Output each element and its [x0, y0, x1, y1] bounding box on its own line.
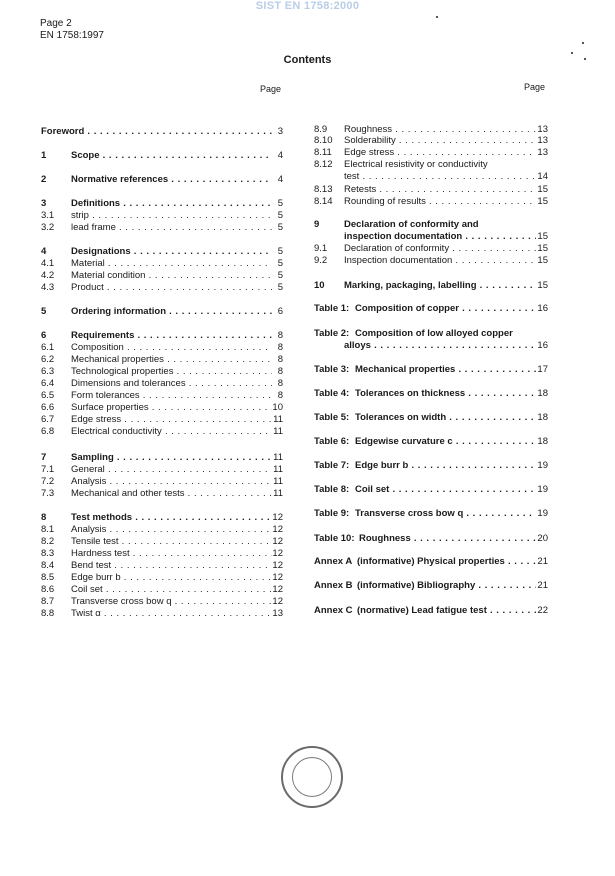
toc-entry-number: 7.3 [41, 488, 55, 499]
toc-entry-title: Tensile test . . . [71, 536, 272, 548]
toc-entry-page: 12 [272, 560, 283, 571]
toc-entry [41, 330, 283, 342]
toc-entry-number: 4.2 [41, 270, 55, 281]
toc-entry-title: Ordering information . . . [71, 306, 272, 318]
toc-entry-number: 4 [41, 246, 47, 257]
toc-entry-title: Transverse cross bow q . . . [71, 596, 272, 608]
toc-entry-number: 9.2 [314, 255, 328, 266]
toc-entry-title: Technological properties . . . [71, 366, 272, 378]
toc-entry [41, 560, 283, 572]
toc-entry-page: 10 [272, 402, 283, 413]
toc-entry-page: 5 [277, 198, 283, 209]
toc-entry-title: Hardness test . . . [71, 548, 272, 560]
toc-entry-page: 8 [277, 330, 283, 341]
toc-entry [41, 572, 283, 584]
toc-entry [314, 171, 548, 183]
toc-entry [314, 159, 548, 171]
toc-entry-title: Edge stress . . . [71, 414, 272, 426]
toc-entry-page: 3 [277, 126, 283, 137]
toc-entry-page: 12 [272, 512, 283, 523]
toc-entry-title: (informative) Bibliography . . . [357, 580, 536, 592]
toc-entry-page: 17 [537, 364, 548, 375]
toc-entry-number: 3.2 [41, 222, 55, 233]
toc-entry [41, 246, 283, 258]
toc-entry-title: Edge burr b . . . [355, 460, 536, 472]
toc-entry [41, 426, 283, 438]
toc-entry-number: 6.7 [41, 414, 55, 425]
toc-entry-title: Composition . . . [71, 342, 272, 354]
toc-entry [314, 388, 548, 400]
toc-entry-page: 6 [277, 306, 283, 317]
toc-entry-title: Sampling . . . [71, 452, 272, 464]
toc-entry [41, 174, 283, 186]
toc-entry-number: 8.11 [314, 147, 332, 158]
toc-entry [314, 508, 548, 520]
toc-entry [314, 219, 548, 231]
toc-entry-number: 8.1 [41, 524, 55, 535]
standard-number: EN 1758:1997 [40, 30, 104, 41]
toc-entry [314, 196, 548, 208]
toc-entry-number: 5 [41, 306, 47, 317]
toc-entry [41, 258, 283, 270]
toc-entry [41, 596, 283, 608]
toc-entry [314, 340, 548, 352]
toc-entry-title: Foreword . . . [41, 126, 272, 138]
page-title: Contents [283, 54, 332, 66]
toc-entry-title: Composition of copper . . . [355, 303, 536, 315]
toc-entry-page: 5 [277, 222, 283, 233]
toc-entry-page: 11 [273, 452, 283, 463]
toc-entry-number: 7.2 [41, 476, 55, 487]
toc-entry [314, 184, 548, 196]
toc-entry [314, 484, 548, 496]
toc-entry-title: Surface properties . . . [71, 402, 272, 414]
toc-entry-number: 8.12 [314, 159, 333, 170]
toc-entry [314, 231, 548, 243]
toc-entry-title: (normative) Lead fatigue test . . . [357, 605, 536, 617]
toc-entry-number: 4.3 [41, 282, 55, 293]
toc-entry-page: 12 [272, 548, 283, 559]
toc-entry-page: 8 [277, 390, 283, 401]
toc-entry-title: Solderability . . . [344, 135, 536, 147]
toc-entry-page: 11 [273, 414, 283, 425]
toc-entry [41, 524, 283, 536]
toc-entry [41, 464, 283, 476]
toc-entry-page: 4 [277, 150, 283, 161]
toc-entry [41, 402, 283, 414]
toc-entry [314, 580, 548, 592]
toc-entry-page: 12 [272, 536, 283, 547]
toc-entry-page: 8 [277, 378, 283, 389]
toc-entry-title: Coil set . . . [355, 484, 536, 496]
toc-entry-title: Declaration of conformity and [344, 219, 479, 230]
toc-entry [314, 243, 548, 255]
toc-entry-page: 12 [272, 572, 283, 583]
toc-entry [41, 342, 283, 354]
toc-entry-page: 19 [537, 460, 548, 471]
toc-entry-number: 7.1 [41, 464, 55, 475]
toc-entry-page: 12 [272, 584, 283, 595]
scan-speck [584, 58, 586, 60]
watermark: SIST EN 1758:2000 [255, 0, 360, 12]
toc-entry-title: Definitions . . . [71, 198, 272, 210]
toc-entry-title: Mechanical properties . . . [355, 364, 536, 376]
toc-entry [41, 414, 283, 426]
toc-entry-page: 15 [537, 231, 548, 242]
toc-entry [314, 135, 548, 147]
toc-entry-page: 11 [273, 476, 283, 487]
toc-entry-title: Declaration of conformity . . . [344, 243, 536, 255]
toc-entry-page: 13 [537, 135, 548, 146]
toc-entry-number: 6.3 [41, 366, 55, 377]
toc-entry-number: 8 [41, 512, 47, 523]
toc-entry [314, 303, 548, 315]
toc-entry-number: 8.6 [41, 584, 55, 595]
toc-entry-number: Table 10: [314, 533, 355, 544]
toc-entry-number: Table 8: [314, 484, 350, 495]
toc-entry-title: Analysis . . . [71, 524, 272, 536]
toc-entry-title: Roughness . . . [344, 124, 536, 136]
toc-entry [41, 476, 283, 488]
toc-entry [314, 556, 548, 568]
toc-entry-title: Edgewise curvature c . . . [355, 436, 536, 448]
toc-entry-number: Table 9: [314, 508, 350, 519]
toc-entry-number: 8.3 [41, 548, 55, 559]
toc-entry-number: Table 4: [314, 388, 350, 399]
toc-entry-number: Table 2: [314, 328, 350, 339]
toc-entry-title: Roughness . . . [359, 533, 536, 545]
toc-entry-number: 8.5 [41, 572, 55, 583]
toc-entry [314, 436, 548, 448]
toc-entry-title: alloys . . . [344, 340, 536, 352]
toc-entry-page: 11 [273, 464, 283, 475]
toc-entry [41, 584, 283, 596]
toc-entry [314, 255, 548, 267]
toc-entry-title: Rounding of results . . . [344, 196, 536, 208]
toc-entry-title: Requirements . . . [71, 330, 272, 342]
toc-entry-number: 10 [314, 280, 325, 291]
toc-entry-number: 8.14 [314, 196, 333, 207]
toc-entry-number: Annex A [314, 556, 353, 567]
toc-entry [41, 270, 283, 282]
toc-entry-page: 5 [277, 210, 283, 221]
toc-entry-page: 11 [273, 426, 283, 437]
toc-entry-page: 8 [277, 342, 283, 353]
toc-entry-title: strip . . . [71, 210, 272, 222]
toc-entry-number: 3 [41, 198, 47, 209]
toc-entry [314, 460, 548, 472]
toc-entry-title: Mechanical properties . . . [71, 354, 272, 366]
toc-entry-number: 8.2 [41, 536, 55, 547]
toc-entry [41, 210, 283, 222]
toc-entry [41, 536, 283, 548]
toc-entry-title: Retests . . . [344, 184, 536, 196]
toc-entry-page: 5 [277, 282, 283, 293]
toc-entry-page: 8 [277, 354, 283, 365]
toc-entry-number: 8.9 [314, 124, 328, 135]
toc-entry-title: (informative) Physical properties . . . [357, 556, 536, 568]
toc-entry-number: 8.8 [41, 608, 55, 619]
toc-entry-page: 15 [537, 184, 548, 195]
toc-entry-title: Analysis . . . [71, 476, 272, 488]
toc-entry [41, 390, 283, 402]
toc-entry [41, 488, 283, 500]
toc-entry [41, 512, 283, 524]
toc-entry [41, 306, 283, 318]
toc-entry-title: Twist α . . . [71, 608, 272, 620]
toc-entry-page: 22 [537, 605, 548, 616]
toc-entry-page: 16 [537, 340, 548, 351]
toc-entry [314, 328, 548, 340]
toc-entry-page: 18 [537, 412, 548, 423]
toc-entry-title: Dimensions and tolerances . . . [71, 378, 272, 390]
toc-entry-page: 5 [277, 258, 283, 269]
toc-entry-title: Product . . . [71, 282, 272, 294]
toc-entry-number: 8.7 [41, 596, 55, 607]
toc-entry [41, 452, 283, 464]
toc-entry-page: 20 [537, 533, 548, 544]
toc-entry [41, 354, 283, 366]
toc-entry-number: 1 [41, 150, 47, 161]
toc-entry [314, 364, 548, 376]
toc-entry-title: Designations . . . [71, 246, 272, 258]
toc-entry-number: 6.5 [41, 390, 55, 401]
toc-entry [41, 378, 283, 390]
toc-entry-number: 8.10 [314, 135, 333, 146]
toc-entry-page: 19 [537, 484, 548, 495]
toc-entry [314, 280, 548, 292]
toc-entry-page: 8 [277, 366, 283, 377]
toc-entry [314, 412, 548, 424]
toc-entry-number: 4.1 [41, 258, 55, 269]
toc-entry-page: 13 [272, 608, 283, 619]
toc-entry [41, 548, 283, 560]
toc-entry [41, 282, 283, 294]
toc-entry [41, 198, 283, 210]
toc-entry-number: 9.1 [314, 243, 328, 254]
toc-entry-title: Marking, packaging, labelling . . . [344, 280, 536, 292]
page-number: Page 2 [40, 18, 72, 29]
toc-entry-page: 21 [537, 580, 548, 591]
toc-entry [314, 533, 548, 545]
toc-entry-number: 8.13 [314, 184, 333, 195]
official-seal [281, 746, 343, 808]
toc-entry-page: 4 [277, 174, 283, 185]
toc-entry-title: Material . . . [71, 258, 272, 270]
toc-entry-number: 7 [41, 452, 47, 463]
toc-entry-page: 15 [537, 280, 548, 291]
toc-entry-page: 13 [537, 147, 548, 158]
toc-entry-number: 6.1 [41, 342, 55, 353]
toc-entry-number: 6.2 [41, 354, 55, 365]
toc-entry-title: Electrical resistivity or conductivity [344, 159, 488, 170]
toc-entry-title: inspection documentation . . . [344, 231, 536, 243]
toc-entry-page: 15 [537, 255, 548, 266]
toc-entry-title: Test methods . . . [71, 512, 272, 524]
toc-entry-title: Edge burr b . . . [71, 572, 272, 584]
toc-entry-title: test . . . [344, 171, 536, 183]
toc-entry-page: 12 [272, 596, 283, 607]
toc-entry [41, 366, 283, 378]
toc-entry-page: 18 [537, 388, 548, 399]
toc-entry-number: Table 3: [314, 364, 350, 375]
toc-entry [314, 147, 548, 159]
scan-speck [571, 52, 573, 54]
toc-entry-number: Table 7: [314, 460, 350, 471]
toc-entry-number: Table 5: [314, 412, 350, 423]
toc-entry-number: 3.1 [41, 210, 55, 221]
toc-entry-title: Inspection documentation . . . [344, 255, 536, 267]
toc-entry-page: 19 [537, 508, 548, 519]
toc-entry-number: 6.6 [41, 402, 55, 413]
toc-entry-number: Table 6: [314, 436, 350, 447]
toc-entry-title: lead frame . . . [71, 222, 272, 234]
toc-entry-title: Tolerances on thickness . . . [355, 388, 536, 400]
toc-entry-title: Normative references . . . [71, 174, 272, 186]
toc-entry [314, 605, 548, 617]
page-column-label-left: Page [260, 84, 282, 94]
toc-entry-page: 21 [537, 556, 548, 567]
toc-entry-page: 15 [537, 243, 548, 254]
toc-entry [41, 150, 283, 162]
toc-entry-number: 6 [41, 330, 47, 341]
page-column-label-right: Page [524, 82, 546, 92]
toc-entry-page: 5 [277, 270, 283, 281]
toc-entry-title: Material condition . . . [71, 270, 272, 282]
toc-entry [41, 126, 283, 138]
toc-entry-page: 12 [272, 524, 283, 535]
toc-entry-title: Scope . . . [71, 150, 272, 162]
toc-entry-number: 6.4 [41, 378, 55, 389]
toc-entry [41, 222, 283, 234]
toc-entry [41, 608, 283, 620]
toc-entry-number: 2 [41, 174, 47, 185]
toc-entry-title: Bend test . . . [71, 560, 272, 572]
toc-entry-title: General . . . [71, 464, 272, 476]
scan-speck [582, 42, 584, 44]
toc-entry-page: 15 [537, 196, 548, 207]
toc-entry-page: 11 [273, 488, 283, 499]
toc-entry-page: 13 [537, 124, 548, 135]
toc-entry-number: Table 1: [314, 303, 350, 314]
toc-entry-title: Tolerances on width . . . [355, 412, 536, 424]
toc-entry-title: Composition of low alloyed copper [355, 328, 513, 339]
toc-entry-number: 9 [314, 219, 320, 230]
toc-entry-page: 5 [277, 246, 283, 257]
toc-entry-number: 8.4 [41, 560, 55, 571]
toc-entry-number: Annex C [314, 605, 353, 616]
toc-entry-page: 14 [537, 171, 548, 182]
toc-entry-title: Coil set . . . [71, 584, 272, 596]
scan-speck [436, 16, 438, 18]
toc-entry-page: 16 [537, 303, 548, 314]
toc-entry-title: Transverse cross bow q . . . [355, 508, 536, 520]
toc-entry-title: Form tolerances . . . [71, 390, 272, 402]
toc-entry-title: Electrical conductivity . . . [71, 426, 272, 438]
toc-entry-number: 6.8 [41, 426, 55, 437]
toc-entry-page: 18 [537, 436, 548, 447]
toc-entry-number: Annex B [314, 580, 353, 591]
toc-entry-title: Edge stress . . . [344, 147, 536, 159]
toc-entry-title: Mechanical and other tests . . . [71, 488, 272, 500]
